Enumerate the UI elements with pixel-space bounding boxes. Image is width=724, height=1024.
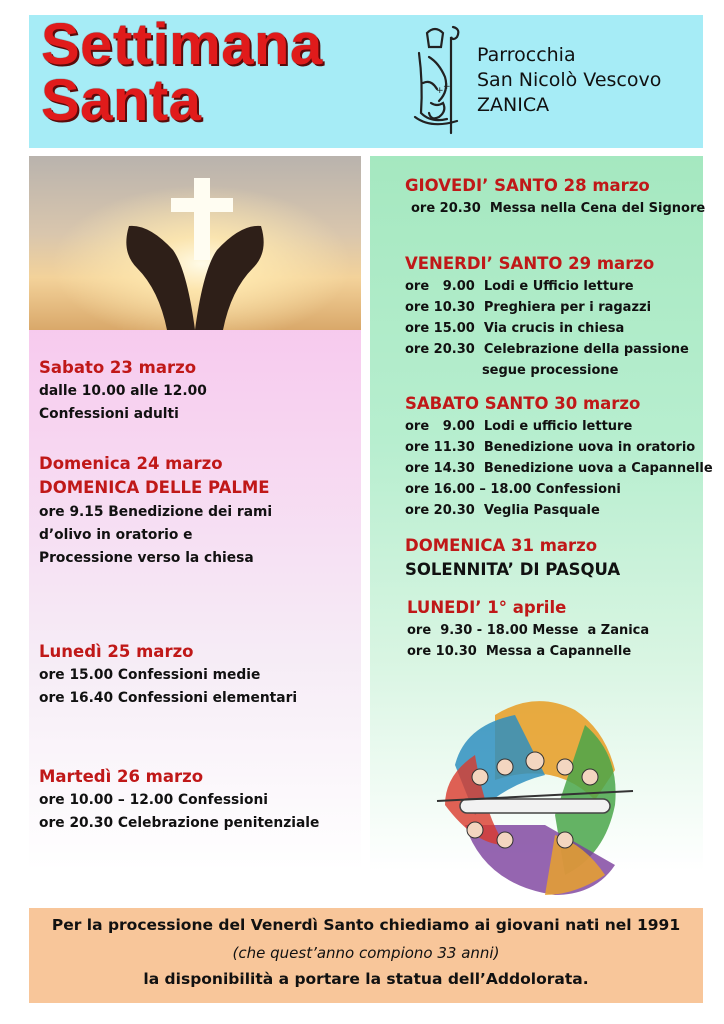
venerdi-santo-heading: VENERDI’ SANTO 29 marzo [405,254,655,273]
sabato-santo-line: ore 20.30 Veglia Pasquale [405,503,600,518]
parish-line-1: Parrocchia [477,44,576,66]
domenica-31-heading: DOMENICA 31 marzo [405,536,598,555]
pasqua-heading: SOLENNITA’ DI PASQUA [405,560,621,579]
title-line-1: Settimana [41,12,323,77]
lunedi-25-line: ore 15.00 Confessioni medie [39,667,261,683]
sabato-23-line: dalle 10.00 alle 12.00 [39,383,207,399]
venerdi-santo-section [405,252,689,381]
domenica-24-line: Processione verso la chiesa [39,550,254,566]
parish-line-2: San Nicolò Vescovo [477,69,662,91]
lunedi-1-aprile-section [407,596,649,662]
title-line-2: Santa [41,68,202,133]
footer-notice [29,908,703,1003]
domenica-palme-heading: DOMENICA DELLE PALME [39,478,270,497]
giovedi-santo-section [405,174,705,219]
domenica-24-line: d’olivo in oratorio e [39,527,193,543]
left-column [29,156,361,871]
lunedi-25-line: ore 16.40 Confessioni elementari [39,690,298,706]
svg-text:+: + [436,86,444,96]
lunedi-1-aprile-line: ore 10.30 Messa a Capannelle [407,644,632,659]
page-title [41,12,323,133]
domenica-24-heading: Domenica 24 marzo [39,454,223,473]
last-supper-illustration-icon [435,695,635,900]
hands-cross-photo [29,156,361,330]
sabato-santo-line: ore 14.30 Benedizione uova a Capannelle [405,461,713,476]
lunedi-25-section [39,640,297,710]
sabato-23-line: Confessioni adulti [39,406,179,422]
cross-light-icon [29,156,361,330]
sabato-santo-line: ore 9.00 Lodi e ufficio letture [405,419,633,434]
domenica-24-section [39,452,272,570]
domenica-31-section [405,534,620,582]
footer-line-1: Per la processione del Venerdì Santo chiediamo ai giovani nati nel 1991 [51,916,681,934]
sabato-santo-heading: SABATO SANTO 30 marzo [405,394,641,413]
martedi-26-heading: Martedì 26 marzo [39,767,204,786]
venerdi-santo-line: ore 20.30 Celebrazione della passione [405,342,689,357]
martedi-26-line: ore 20.30 Celebrazione penitenziale [39,815,320,831]
sabato-23-heading: Sabato 23 marzo [39,358,197,377]
footer-line-2: (che quest’anno compiono 33 anni) [232,944,500,962]
domenica-24-line: ore 9.15 Benedizione dei rami [39,504,273,520]
parish-name [477,43,661,118]
sabato-23-section [39,356,207,426]
lunedi-25-heading: Lunedì 25 marzo [39,642,194,661]
saint-nicholas-logo-icon [409,23,469,135]
lunedi-1-aprile-line: ore 9.30 - 18.00 Messe a Zanica [407,623,650,638]
martedi-26-section [39,765,319,835]
venerdi-santo-line: ore 15.00 Via crucis in chiesa [405,321,625,336]
venerdi-santo-line: ore 9.00 Lodi e Ufficio letture [405,279,634,294]
giovedi-santo-heading: GIOVEDI’ SANTO 28 marzo [405,176,650,195]
parish-line-3: ZANICA [477,94,550,116]
venerdi-santo-line: segue processione [405,363,619,378]
footer-line-3: la disponibilità a portare la statua dell’Addolorata. [143,970,589,988]
giovedi-santo-line: ore 20.30 Messa nella Cena del Signore [411,201,706,216]
martedi-26-line: ore 10.00 – 12.00 Confessioni [39,792,269,808]
header-banner [29,12,703,148]
lunedi-1-aprile-heading: LUNEDI’ 1° aprile [407,598,567,617]
venerdi-santo-line: ore 10.30 Preghiera per i ragazzi [405,300,652,315]
sabato-santo-line: ore 16.00 – 18.00 Confessioni [405,482,621,497]
sabato-santo-line: ore 11.30 Benedizione uova in oratorio [405,440,696,455]
svg-text:+: + [443,82,451,92]
sabato-santo-section [405,392,713,521]
